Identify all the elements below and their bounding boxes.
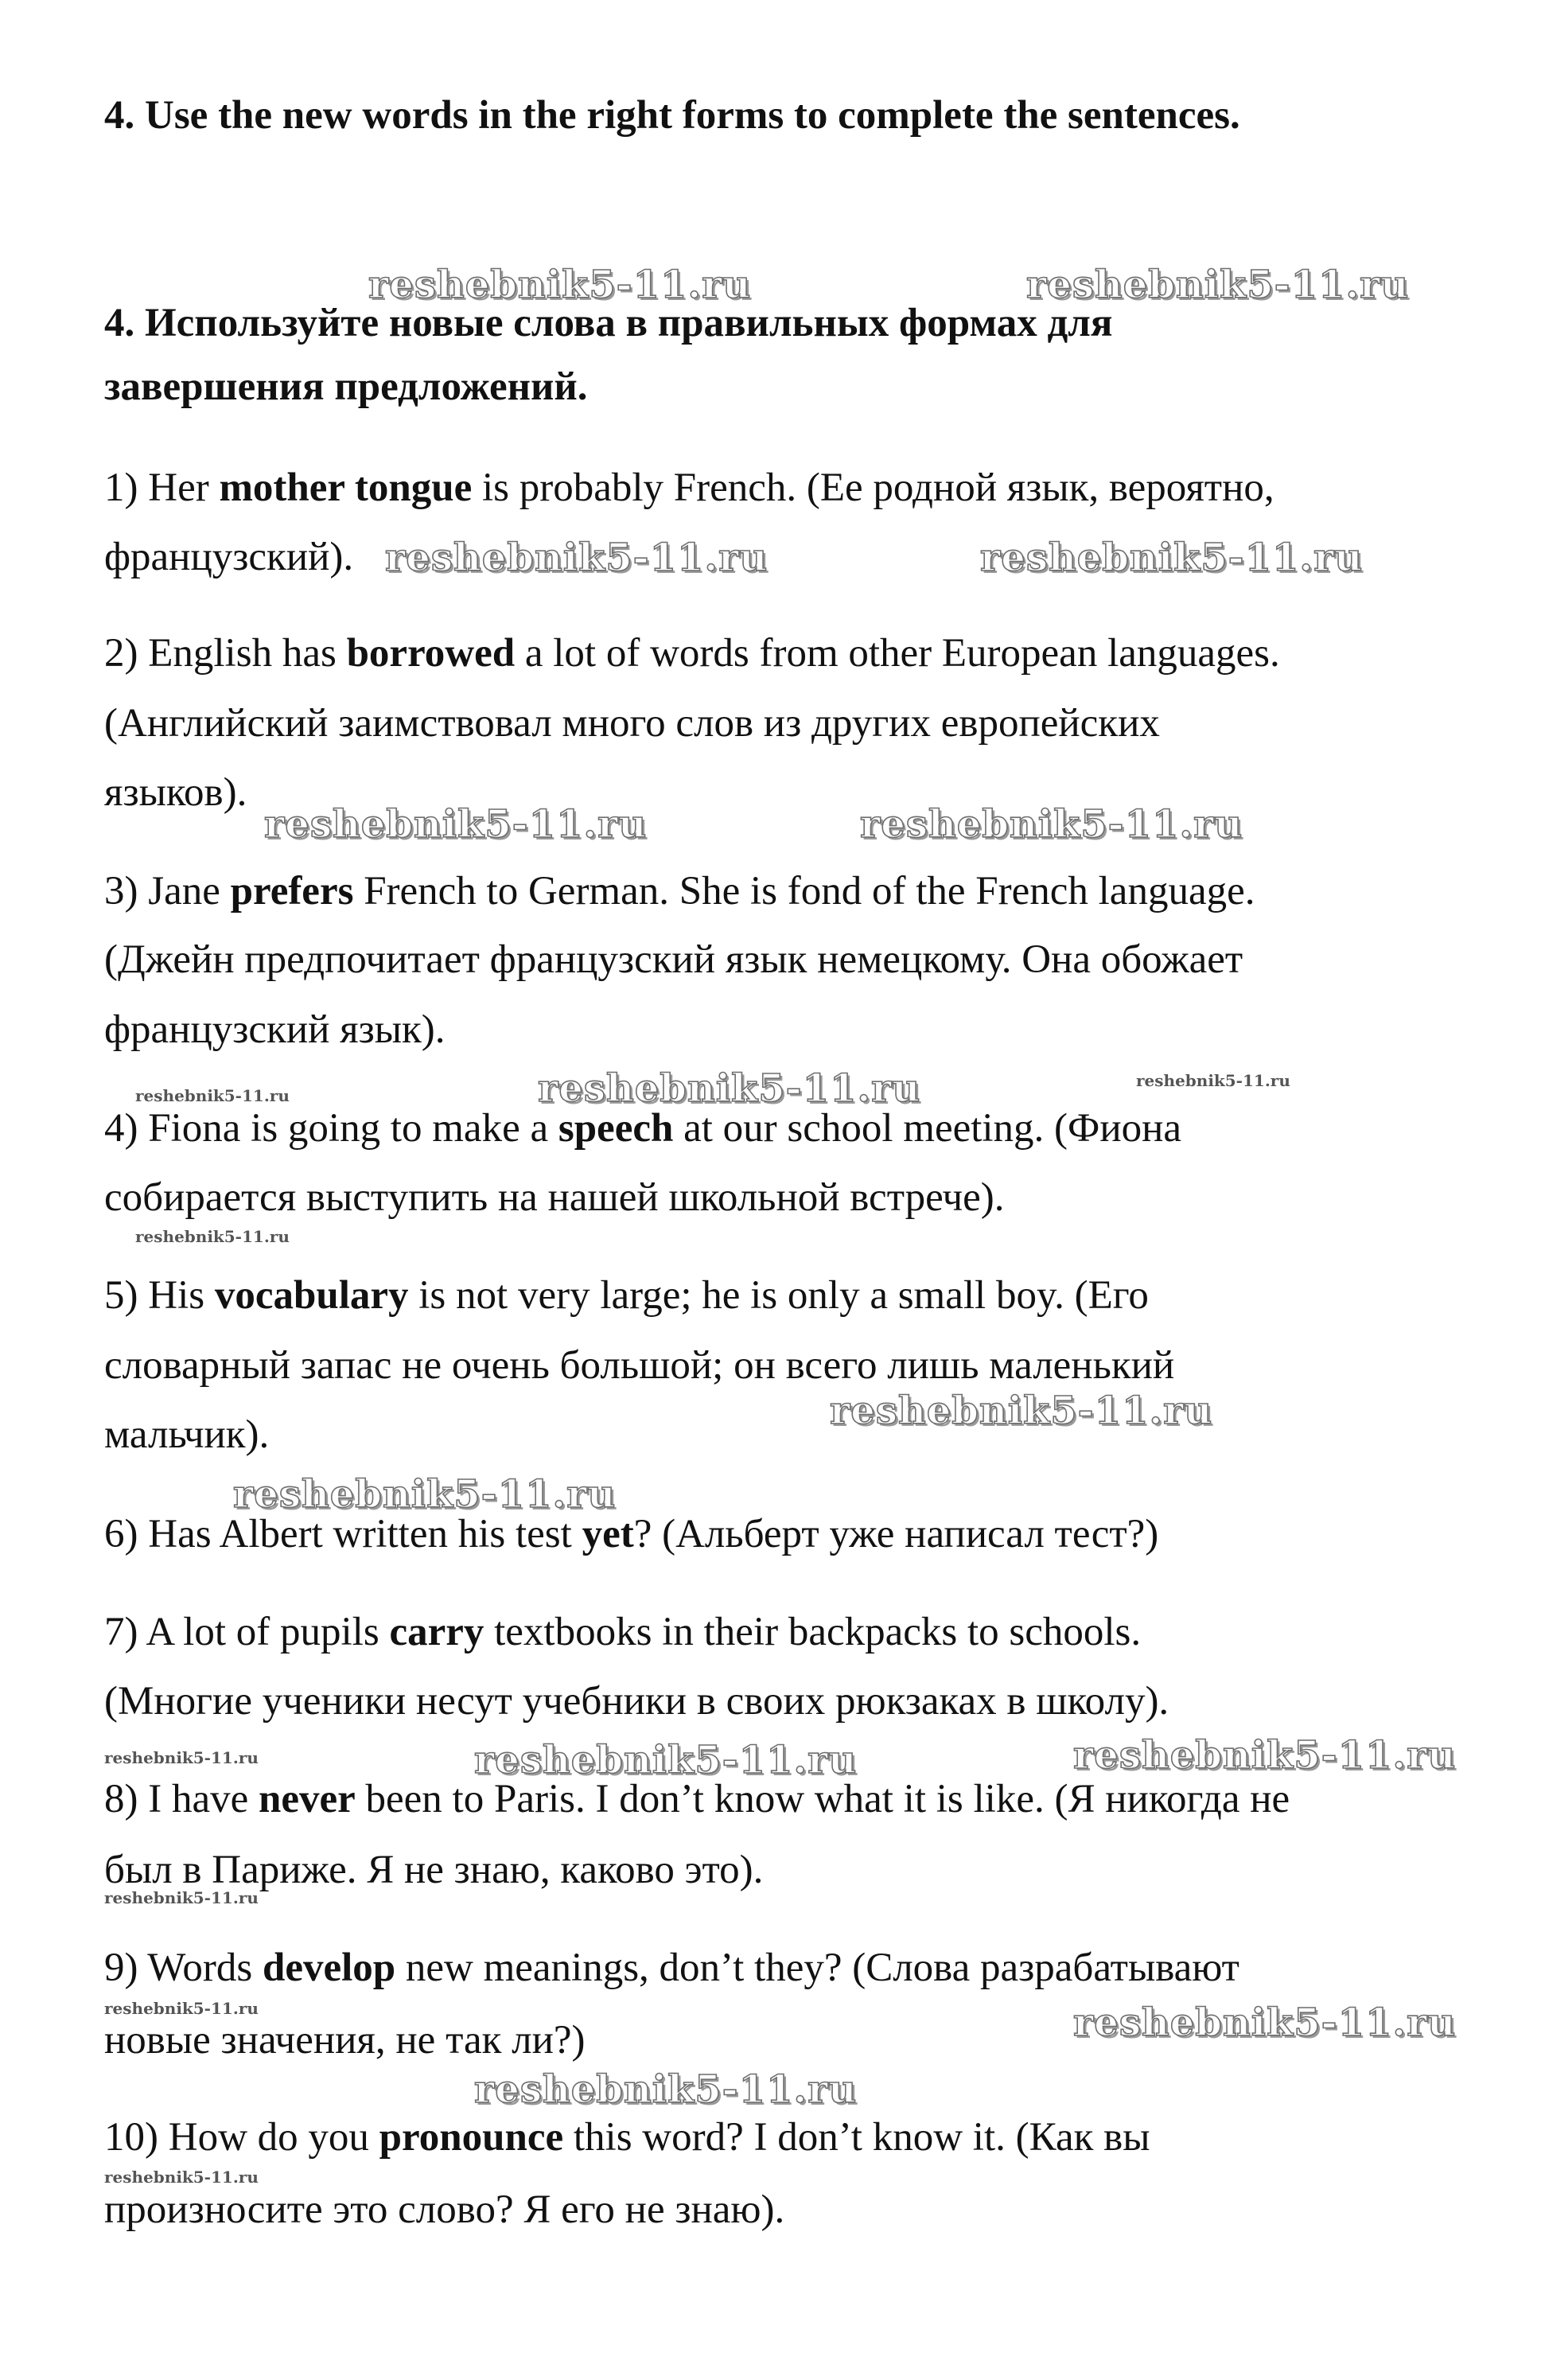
item-5-line-1: 5) His vocabulary is not very large; he is only a small boy. (Его [104, 1273, 1149, 1318]
item-5-line-3: мальчик). [104, 1412, 270, 1457]
watermark: reshebnik5-11.ru [474, 2067, 858, 2112]
keyword-borrowed: borrowed [346, 631, 516, 676]
keyword-yet: yet [582, 1512, 634, 1556]
item-5-line-2: словарный запас не очень большой; он всего лишь маленький [104, 1343, 1175, 1388]
item-10-line-2: произносите это слово? Я его не знаю). [104, 2187, 785, 2232]
item-1-line-2: французский). [104, 535, 354, 579]
item-9-line-2: новые значения, не так ли?) [104, 2018, 586, 2063]
item-6-line-1: 6) Has Albert written his test yet? (Альберт уже написал тест?) [104, 1512, 1159, 1556]
item-4-line-1: 4) Fiona is going to make a speech at our school meeting. (Фиона [104, 1106, 1182, 1151]
item-3-line-2: (Джейн предпочитает французский язык немецкому. Она обожает [104, 937, 1243, 982]
watermark-small: reshebnik5-11.ru [104, 1999, 259, 2018]
item-2-line-3: языков). [104, 770, 247, 815]
item-3-line-3: французский язык). [104, 1007, 446, 1052]
item-10-line-1: 10) How do you pronounce this word? I don’t know it. (Как вы [104, 2115, 1150, 2160]
watermark-small: reshebnik5-11.ru [1136, 1071, 1290, 1090]
keyword-prefers: prefers [230, 869, 354, 913]
item-8-line-2: был в Париже. Я не знаю, каково это). [104, 1848, 764, 1892]
watermark-small: reshebnik5-11.ru [104, 1888, 259, 1907]
item-4-line-2: собирается выступить на нашей школьной встрече). [104, 1175, 1005, 1220]
keyword-develop: develop [262, 1946, 396, 1990]
item-7-line-2: (Многие ученики несут учебники в своих рюкзаках в школу). [104, 1679, 1169, 1724]
watermark: reshebnik5-11.ru [474, 1738, 858, 1782]
item-1-line-1: 1) Her mother tongue is probably French. (Ее родной язык, вероятно, [104, 465, 1274, 510]
watermark-small: reshebnik5-11.ru [104, 1748, 259, 1767]
item-2-line-1: 2) English has borrowed a lot of words from other European languages. [104, 631, 1280, 676]
task-heading-en: 4. Use the new words in the right forms to complete the sentences. [104, 93, 1240, 138]
watermark: reshebnik5-11.ru [385, 536, 769, 580]
keyword-vocabulary: vocabulary [214, 1273, 409, 1318]
watermark: reshebnik5-11.ru [1073, 1733, 1457, 1778]
watermark: reshebnik5-11.ru [1073, 2000, 1457, 2045]
keyword-pronounce: pronounce [379, 2115, 564, 2160]
keyword-carry: carry [389, 1610, 484, 1654]
item-9-line-1: 9) Words develop new meanings, don’t they? (Слова разрабатывают [104, 1946, 1239, 1990]
item-3-line-1: 3) Jane prefers French to German. She is fond of the French language. [104, 869, 1255, 913]
watermark: reshebnik5-11.ru [538, 1066, 921, 1111]
watermark: reshebnik5-11.ru [233, 1472, 617, 1517]
watermark-small: reshebnik5-11.ru [135, 1086, 290, 1105]
task-heading-ru-line2: завершения предложений. [104, 364, 588, 409]
watermark: reshebnik5-11.ru [830, 1389, 1213, 1433]
watermark-small: reshebnik5-11.ru [104, 2168, 259, 2187]
keyword-mother-tongue: mother tongue [219, 465, 473, 510]
item-8-line-1: 8) I have never been to Paris. I don’t know what it is like. (Я никогда не [104, 1777, 1290, 1821]
task-heading-ru-line1: 4. Используйте новые слова в правильных формах для [104, 301, 1113, 345]
keyword-speech: speech [558, 1106, 674, 1151]
watermark: reshebnik5-11.ru [368, 263, 752, 307]
watermark: reshebnik5-11.ru [264, 802, 648, 847]
keyword-never: never [259, 1777, 356, 1821]
watermark-small: reshebnik5-11.ru [135, 1227, 290, 1246]
watermark: reshebnik5-11.ru [980, 536, 1364, 580]
item-2-line-2: (Английский заимствовал много слов из других европейских [104, 701, 1160, 746]
item-7-line-1: 7) A lot of pupils carry textbooks in their backpacks to schools. [104, 1610, 1142, 1654]
watermark: reshebnik5-11.ru [1026, 263, 1410, 307]
watermark: reshebnik5-11.ru [860, 802, 1243, 847]
